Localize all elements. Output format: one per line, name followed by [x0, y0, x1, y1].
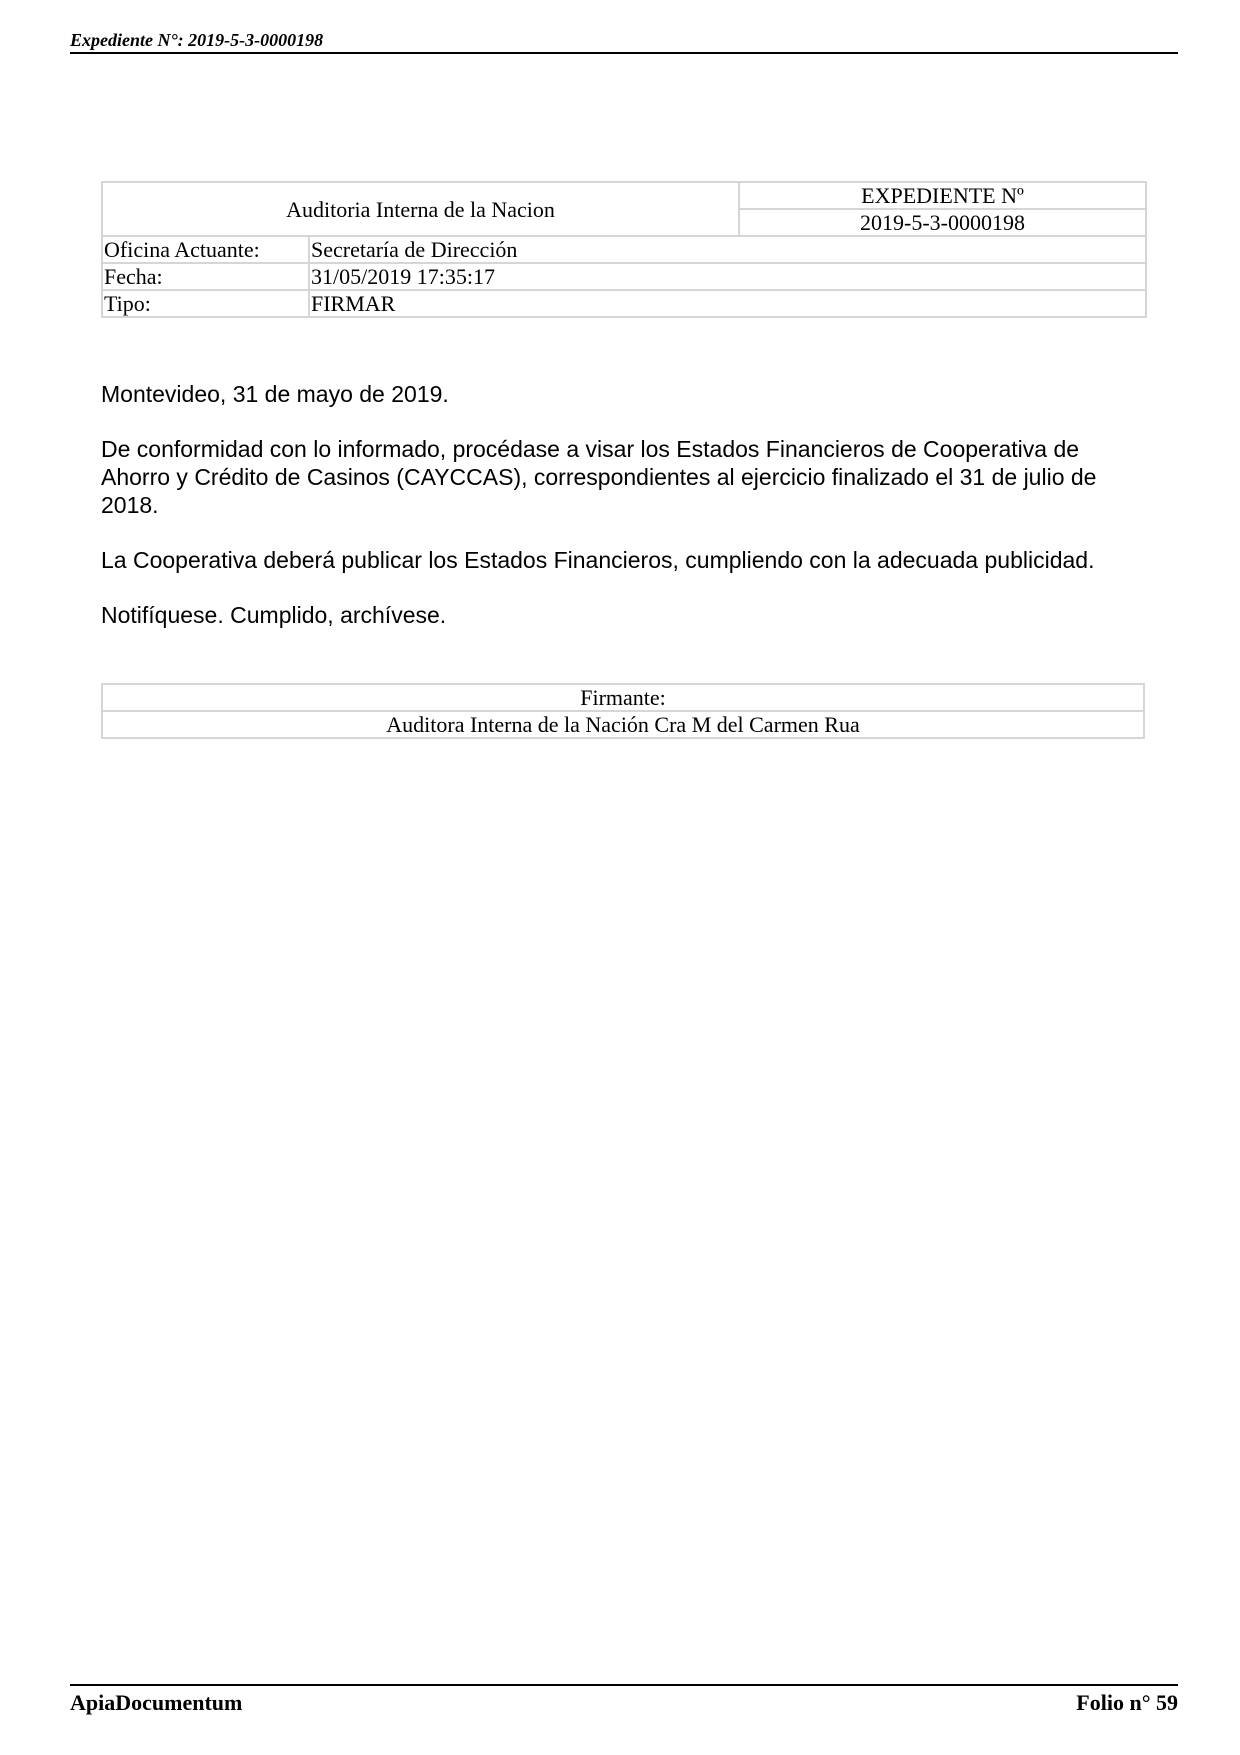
- signer-label: Firmante:: [102, 684, 1144, 711]
- row-label-fecha: Fecha:: [102, 263, 309, 290]
- table-row: [102, 236, 1146, 263]
- body-paragraph-2: La Cooperativa deberá publicar los Estados Financieros, cumpliendo con la adecuada publicidad.: [101, 547, 1095, 573]
- table-row: [102, 290, 1146, 317]
- date-line: Montevideo, 31 de mayo de 2019.: [101, 381, 449, 407]
- footer-app-name: ApiaDocumentum: [70, 1690, 243, 1715]
- signer-name: Auditora Interna de la Nación Cra M del Carmen Rua: [102, 711, 1144, 738]
- footer-folio: Folio n° 59: [1076, 1690, 1178, 1715]
- expediente-label: EXPEDIENTE Nº: [739, 182, 1146, 209]
- running-footer: [70, 1684, 1178, 1718]
- expediente-number: 2019-5-3-0000198: [739, 209, 1146, 236]
- table-row: [102, 182, 1146, 209]
- row-value-oficina: Secretaría de Dirección: [309, 236, 1146, 263]
- table-row: [102, 711, 1144, 738]
- body-paragraph-1: De conformidad con lo informado, procédase a visar los Estados Financieros de Cooperativa de Ahorro y Crédito de Casinos (CAYCCAS), correspondientes al ejercicio finalizado el 31 de julio de 2018.: [101, 436, 1097, 518]
- row-label-oficina: Oficina Actuante:: [102, 236, 309, 263]
- row-label-tipo: Tipo:: [102, 290, 309, 317]
- table-row: [102, 263, 1146, 290]
- organization-name: Auditoria Interna de la Nacion: [102, 182, 739, 236]
- signer-table: [101, 683, 1145, 739]
- header-expediente: Expediente N°: 2019-5-3-0000198: [70, 30, 324, 50]
- document-body: [101, 380, 1141, 656]
- expediente-info-table: [101, 181, 1147, 318]
- table-row: [102, 684, 1144, 711]
- row-value-fecha: 31/05/2019 17:35:17: [309, 263, 1146, 290]
- body-paragraph-3: Notifíquese. Cumplido, archívese.: [101, 602, 447, 628]
- running-header: [70, 28, 1178, 54]
- row-value-tipo: FIRMAR: [309, 290, 1146, 317]
